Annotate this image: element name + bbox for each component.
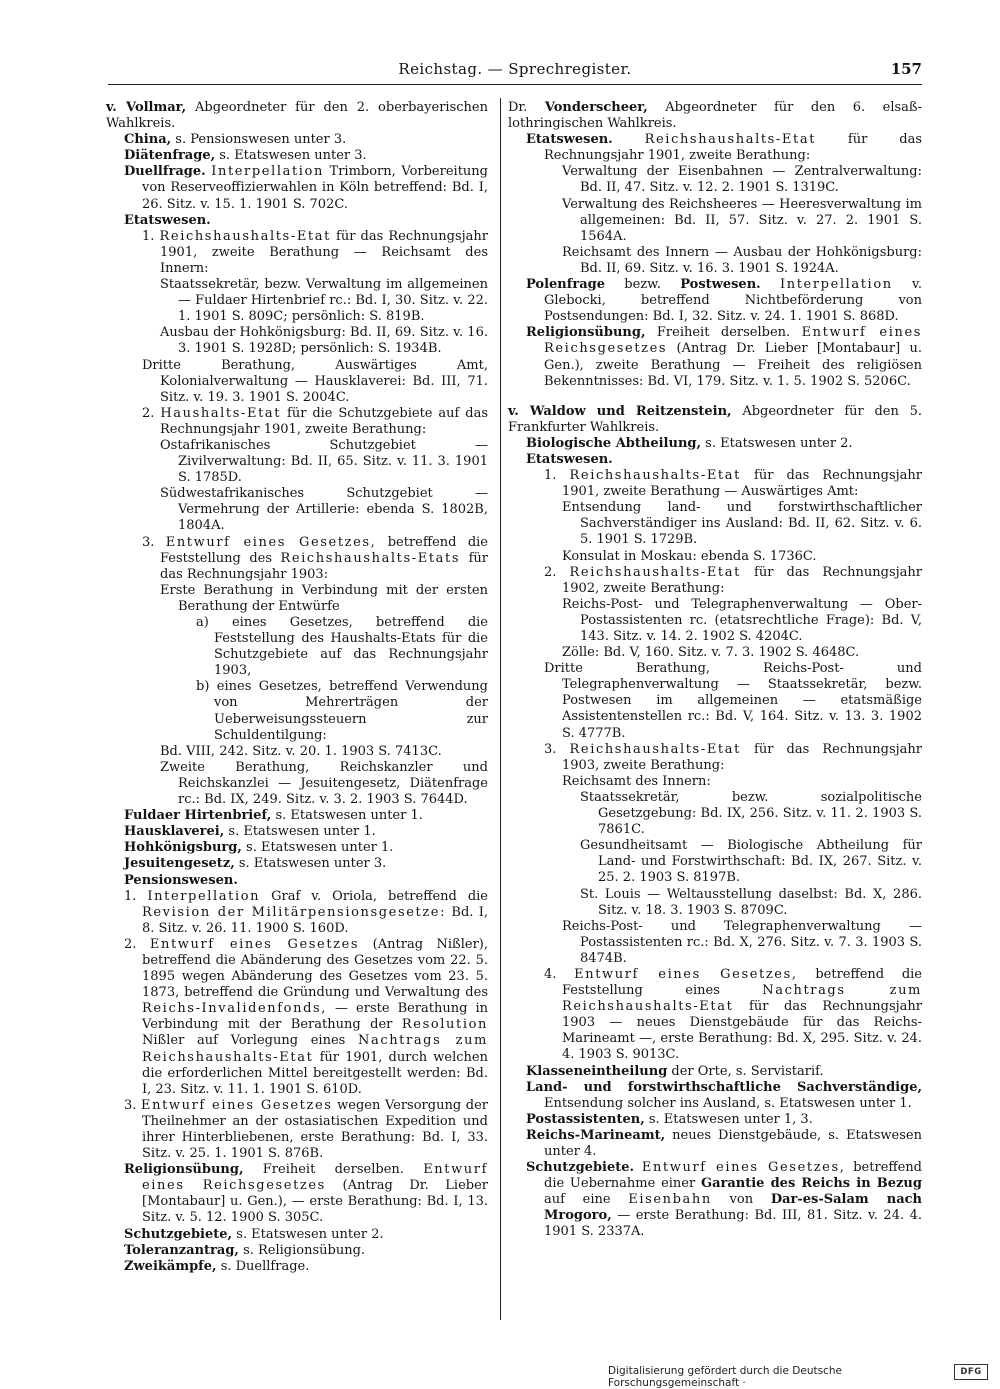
index-entry: Toleranzantrag, s. Religionsübung. [124,1242,366,1258]
index-entry: Ausbau der Hohkönigsburg: Bd. II, 69. Sitz. v. 16. 3. 1901 S. 1928D; persönlich: S. 1934B. [160,325,488,357]
index-entry: Reichs-Post- und Telegraphenverwaltung — Ober-Postassistenten rc. (etatsrechtliche Frage): Bd. V, 143. Sitz. v. 14. 2. 1902 S. 4204C. [562,596,922,644]
index-entry: Zweikämpfe, s. Duellfrage. [124,1258,310,1274]
index-entry: Zweite Berathung, Reichskanzler und Reichskanzlei — Jesuitengesetz, Diätenfrage rc.: Bd. IX, 249. Sitz. v. 3. 2. 1903 S. 7644D. [160,759,488,808]
index-entry: Postassistenten, s. Etatswesen unter 1, 3. [526,1111,813,1127]
index-entry: Land- und forstwirthschaftliche Sachverständige, Entsendung solcher ins Ausland, s. Etatswesen unter 1. [526,1079,922,1111]
dfg-logo: DFG [954,1364,988,1380]
index-entry: Reichsamt des Innern — Ausbau der Hohkönigsburg: Bd. II, 69. Sitz. v. 16. 3. 1901 S. 1924A. [562,244,922,276]
index-entry: Reichs-Marineamt, neues Dienstgebäude, s. Etatswesen unter 4. [526,1127,922,1159]
index-entry: Erste Berathung in Verbindung mit der ersten Berathung der Entwürfe [160,582,488,614]
column-rule [500,98,501,1320]
left-column [106,100,488,1275]
index-entry: Dritte Berathung, Auswärtiges Amt, Kolonialverwaltung — Hausklaverei: Bd. III, 71. Sitz. v. 19. 3. 1901 S. 2004C. [142,357,488,405]
index-entry: Staatssekretär, bezw. sozialpolitische Gesetzgebung: Bd. IX, 256. Sitz. v. 11. 2. 1903 S. 7861C. [580,789,922,838]
page-number: 157 [890,60,922,78]
running-title: Reichstag. — Sprechregister. [398,60,632,78]
index-entry: Schutzgebiete. Entwurf eines Gesetzes, betreffend die Uebernahme einer Garantie des Reichs in Bezug auf eine Eisenbahn von Dar-es-Salam nach Mrogoro, — erste Berathung: Bd. III, 81. Sitz. v. 24. 4. 1901 S. 2337A. [526,1160,923,1240]
index-entry: Dr. Vonderscheer, Abgeordneter für den 6. elsaß-lothringischen Wahlkreis. [508,100,922,132]
index-entry: Schutzgebiete, s. Etatswesen unter 2. [124,1226,384,1242]
index-entry: Pensionswesen. [124,872,238,888]
index-entry: Hohkönigsburg, s. Etatswesen unter 1. [124,840,394,856]
index-entry: Staatssekretär, bezw. Verwaltung im allgemeinen — Fuldaer Hirtenbrief rc.: Bd. I, 30. Sitz. v. 22. 1. 1901 S. 809C; persönlich: S. 819B. [160,277,488,325]
index-entry: Religionsübung, Freiheit derselben. Entwurf eines Reichsgesetzes (Antrag Dr. Lieber [Montabaur] u. Gen.), — erste Berathung: Bd. I, 13. Sitz. v. 5. 12. 1900 S. 305C. [124,1162,488,1226]
index-entry: 2. Haushalts-Etat für die Schutzgebiete auf das Rechnungsjahr 1901, zweite Berathung: [142,405,488,437]
header-rule [108,84,922,85]
right-column [508,100,922,1241]
index-entry: Reichs-Post- und Telegraphenverwaltung — Postassistenten rc.: Bd. X, 276. Sitz. v. 7. 3. 1903 S. 8474B. [562,918,922,966]
index-entry: Verwaltung der Eisenbahnen — Zentralverwaltung: Bd. II, 47. Sitz. v. 12. 2. 1901 S. 1319C. [562,164,922,196]
index-entry: b) eines Gesetzes, betreffend Verwendung von Mehrerträgen der Ueberweisungssteuern zur Schuldentilgung: [196,679,488,743]
footer [608,1364,992,1389]
page-header [108,60,922,82]
index-entry: Biologische Abtheilung, s. Etatswesen unter 2. [526,435,853,451]
index-entry: Hausklaverei, s. Etatswesen unter 1. [124,824,376,840]
index-entry: Fuldaer Hirtenbrief, s. Etatswesen unter 1. [124,808,423,824]
index-entry: 1. Interpellation Graf v. Oriola, betreffend die Revision der Militärpensionsgesetze: Bd. I, 8. Sitz. v. 26. 11. 1900 S. 160D. [124,888,488,936]
index-entry: a) eines Gesetzes, betreffend die Feststellung des Haushalts-Etats für die Schutzgebiete auf das Rechnungsjahr 1903, [196,615,488,679]
index-entry: Südwestafrikanisches Schutzgebiet — Vermehrung der Artillerie: ebenda S. 1802B, 1804A. [160,486,488,534]
index-entry: 3. Entwurf eines Gesetzes, betreffend die Feststellung des Reichshaushalts-Etats für das Rechnungsjahr 1903: [142,534,488,582]
index-entry: Diätenfrage, s. Etatswesen unter 3. [124,148,367,164]
index-entry: Religionsübung, Freiheit derselben. Entwurf eines Reichsgesetzes (Antrag Dr. Lieber [Montabaur] u. Gen.), zweite Berathung — Freiheit des religiösen Bekenntnisses: Bd. VI, 179. Sitz. v. 1. 5. 1902 S. 5206C. [526,325,923,389]
index-entry: Dritte Berathung, Reichs-Post- und Telegraphenverwaltung — Staatssekretär, bezw. Postwesen im allgemeinen — etatsmäßige Assistentenstellen rc.: Bd. V, 164. Sitz. v. 13. 3. 1902 S. 4777B. [544,661,922,741]
index-entry: 1. Reichshaushalts-Etat für das Rechnungsjahr 1901, zweite Berathung — Reichsamt des Innern: [142,228,488,276]
index-entry: Klasseneintheilung der Orte, s. Servistarif. [526,1063,824,1079]
index-entry: Polenfrage bezw. Postwesen. Interpellation v. Glebocki, betreffend Nichtbeförderung von Postsendungen: Bd. I, 32. Sitz. v. 24. 1. 1901 S. 868D. [526,277,922,325]
footer-credit: Digitalisierung gefördert durch die Deutsche Forschungsgemeinschaft · [608,1365,842,1389]
index-entry: Etatswesen. Reichshaushalts-Etat für das Rechnungsjahr 1901, zweite Berathung: [526,132,922,164]
index-entry: Etatswesen. [526,451,613,467]
index-entry: Reichsamt des Innern: [562,773,711,789]
index-entry: St. Louis — Weltausstellung daselbst: Bd. X, 286. Sitz. v. 18. 3. 1903 S. 8709C. [580,886,922,918]
index-entry: v. Vollmar, Abgeordneter für den 2. oberbayerischen Wahlkreis. [106,100,488,132]
index-entry: China, s. Pensionswesen unter 3. [124,132,347,148]
index-entry: Etatswesen. [124,212,211,228]
index-entry: Konsulat in Moskau: ebenda S. 1736C. [562,548,817,564]
index-entry: v. Waldow und Reitzenstein, Abgeordneter für den 5. Frankfurter Wahlkreis. [508,403,922,435]
index-entry: 3. Entwurf eines Gesetzes wegen Versorgung der Theilnehmer an der ostasiatischen Expedition und ihrer Hinterbliebenen, erste Berathung: Bd. I, 33. Sitz. v. 25. 1. 1901 S. 876B. [124,1097,488,1162]
index-entry: Entsendung land- und forstwirthschaftlicher Sachverständiger ins Ausland: Bd. II, 62. Sitz. v. 6. 5. 1901 S. 1729B. [562,500,922,548]
index-entry: 3. Reichshaushalts-Etat für das Rechnungsjahr 1903, zweite Berathung: [544,741,922,773]
index-entry: Verwaltung des Reichsheeres — Heeresverwaltung im allgemeinen: Bd. II, 57. Sitz. v. 27. 2. 1901 S. 1564A. [562,196,922,244]
index-entry: Ostafrikanisches Schutzgebiet — Zivilverwaltung: Bd. II, 65. Sitz. v. 11. 3. 1901 S. 1785D. [160,437,488,486]
index-entry: 2. Reichshaushalts-Etat für das Rechnungsjahr 1902, zweite Berathung: [544,564,922,596]
index-entry: Gesundheitsamt — Biologische Abtheilung für Land- und Forstwirthschaft: Bd. IX, 267. Sitz. v. 25. 2. 1903 S. 8197B. [580,838,922,886]
index-entry: Duellfrage. Interpellation Trimborn, Vorbereitung von Reserveoffizierwahlen in Köln betreffend: Bd. I, 26. Sitz. v. 15. 1. 1901 S. 702C. [124,164,488,212]
index-entry: Jesuitengesetz, s. Etatswesen unter 3. [124,856,387,872]
index-entry: 4. Entwurf eines Gesetzes, betreffend die Feststellung eines Nachtrags zum Reichshaushalts-Etat für das Rechnungsjahr 1903 — neues Dienstgebäude für das Reichs-Marineamt —, erste Berathung: Bd. X, 295. Sitz. v. 24. 4. 1903 S. 9013C. [544,966,922,1063]
index-entry: 1. Reichshaushalts-Etat für das Rechnungsjahr 1901, zweite Berathung — Auswärtiges Amt: [544,468,922,500]
index-entry: Zölle: Bd. V, 160. Sitz. v. 7. 3. 1902 S. 4648C. [562,645,860,661]
index-entry: Bd. VIII, 242. Sitz. v. 20. 1. 1903 S. 7413C. [160,743,442,759]
index-entry [508,390,922,404]
index-entry: 2. Entwurf eines Gesetzes (Antrag Nißler), betreffend die Abänderung des Gesetzes vom 22. 5. 1895 wegen Abänderung des Gesetzes vom 23. 5. 1873, betreffend die Gründung und Verwaltung des Reichs-Invalidenfonds, — erste Berathung in Verbindung mit der Berathung der Resolution Nißler auf Vorlegung eines Nachtrags zum Reichshaushalts-Etat für 1901, durch welchen die erforderlichen Mittel bereitgestellt werden: Bd. I, 23. Sitz. v. 11. 1. 1901 S. 610D. [124,936,489,1097]
